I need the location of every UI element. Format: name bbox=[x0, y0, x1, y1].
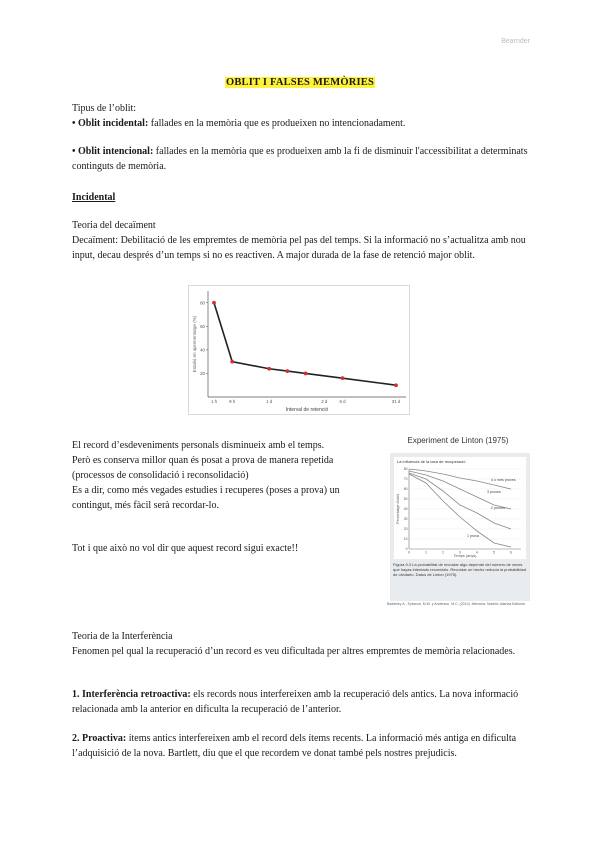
linton-x-label: Temps (anys) bbox=[453, 554, 477, 558]
linton-legend-0: 4 o més proves bbox=[491, 478, 516, 482]
interference-title: Teoria de la Interferència bbox=[72, 631, 173, 642]
linton-x-tick-2: 2 bbox=[442, 550, 444, 555]
linton-source-box bbox=[387, 602, 531, 616]
forgetting-curve-chart bbox=[188, 285, 410, 415]
linton-chart-header: La influència de la taxa de recuperació bbox=[397, 459, 466, 464]
linton-caption: Figura 9.3 La probabilitat de recordar algo depende del número de veces que hayas intentado recordarlo. Recordar un hecho reducía la probabilidad de olvidarlo. Datos de Linton (1975). bbox=[393, 562, 526, 577]
linton-legend-1: 3 proves bbox=[487, 490, 501, 494]
title-text: OBLIT I FALSES MEMÒRIES bbox=[225, 77, 375, 88]
linton-y-tick-3: 30 bbox=[403, 517, 408, 522]
proactive-term: 2. Proactiva: bbox=[72, 733, 127, 744]
proactive-paragraph bbox=[72, 731, 532, 761]
bullet-intentional bbox=[72, 144, 532, 174]
record-p4: Tot i que això no vol dir que aquest record sigui exacte!! bbox=[72, 543, 299, 554]
linton-fig-title: Experiment de Linton (1975) bbox=[407, 436, 509, 445]
linton-source: Baddeley A., Eysenck, M.W. y Anderson, M.C. (2010). Memoria. Madrid: Alianza Editorial. bbox=[387, 602, 526, 606]
y-tick-label-2: 60 bbox=[200, 323, 205, 329]
linton-x-tick-1: 1 bbox=[425, 550, 427, 555]
linton-figure bbox=[383, 431, 533, 616]
linton-y-label: Percentatge d'oblit bbox=[396, 494, 400, 524]
linton-y-tick-4: 40 bbox=[403, 507, 408, 512]
linton-caption-box bbox=[393, 562, 527, 600]
linton-y-tick-1: 10 bbox=[403, 537, 408, 542]
page-title bbox=[0, 72, 600, 90]
linton-x-tick-6: 6 bbox=[510, 550, 512, 555]
y-tick-label-0: 20 bbox=[200, 370, 205, 376]
x-tick-label-0: 1 h bbox=[210, 399, 218, 404]
section-heading-incidental bbox=[72, 190, 115, 205]
bullet-incidental-text: fallades en la memòria que es produeixen no intencionadament. bbox=[148, 118, 406, 129]
data-point-0 bbox=[212, 301, 216, 305]
bullet-incidental-term: • Oblit incidental: bbox=[72, 118, 149, 129]
linton-legend-3: 1 prova bbox=[467, 534, 479, 538]
linton-x-tick-0: 0 bbox=[408, 550, 410, 555]
linton-y-tick-6: 60 bbox=[403, 487, 408, 492]
y-axis-label: Estalvi en aprenentatge (%) bbox=[192, 315, 197, 373]
data-point-6 bbox=[394, 383, 398, 387]
decay-text: Decaïment: Debilitació de les empremtes de memòria pel pas del temps. Si la informació no s’actualitza amb nou input, decau després d’un temps si no es reactiven. A major durada de la fase de retenció major oblit. bbox=[72, 235, 526, 261]
data-point-4 bbox=[304, 372, 308, 376]
x-tick-label-1: 9 h bbox=[229, 399, 236, 404]
y-tick-label-3: 80 bbox=[200, 300, 205, 306]
linton-y-tick-0: 0 bbox=[405, 547, 408, 552]
proactive-text: ítems antics interfereixen amb el record dels ítems recents. La informació més antiga en dificulta l’adquisició de la nova. Bartlett, diu que el que recordem ve donat també pels nostres prejudicis. bbox=[72, 733, 517, 759]
retroactive-term: 1. Interferència retroactiva: bbox=[72, 689, 191, 700]
data-point-3 bbox=[285, 369, 289, 373]
x-tick-label-4: 6 d bbox=[339, 399, 346, 404]
intro-heading: Tipus de l’oblit: bbox=[72, 103, 137, 114]
linton-y-tick-7: 70 bbox=[403, 477, 408, 482]
linton-y-tick-2: 20 bbox=[403, 527, 408, 532]
linton-y-tick-5: 50 bbox=[403, 497, 408, 502]
x-axis-label: Interval de retenció bbox=[285, 407, 329, 413]
x-tick-label-5: 31 d bbox=[391, 399, 401, 404]
interference-desc: Fenomen pel qual la recuperació d’un record es veu dificultada per altres empremtes de memòria relacionades. bbox=[72, 646, 516, 657]
x-tick-label-2: 1 d bbox=[266, 399, 273, 404]
linton-x-tick-4: 4 bbox=[476, 550, 478, 555]
bullet-intentional-term: • Oblit intencional: bbox=[72, 146, 154, 157]
decay-title: Teoria del decaïment bbox=[72, 220, 156, 231]
data-point-1 bbox=[230, 360, 234, 364]
linton-x-tick-5: 5 bbox=[493, 550, 495, 555]
linton-x-tick-3: 3 bbox=[459, 550, 461, 555]
record-p3: Es a dir, como més vegades estudies i recuperes (poses a prova) un contingut, més fàcil serà recordar-lo. bbox=[72, 485, 340, 511]
watermark: Bearnder bbox=[501, 38, 530, 45]
linton-y-tick-8: 80 bbox=[403, 467, 408, 472]
linton-legend-2: 2 proves bbox=[491, 506, 505, 510]
data-point-2 bbox=[267, 367, 271, 371]
record-p1: El record d’esdeveniments personals disminueix amb el temps. bbox=[72, 440, 325, 451]
y-tick-label-1: 40 bbox=[200, 347, 205, 353]
retroactive-paragraph bbox=[72, 687, 532, 717]
retroactive-text: els records nous interfereixen amb la recuperació dels antics. La nova informació relacionada amb la anterior en dificulta la recuperació de l’anterior. bbox=[72, 689, 519, 715]
bullet-incidental bbox=[72, 116, 532, 131]
data-point-5 bbox=[341, 376, 345, 380]
chart-frame bbox=[189, 286, 410, 415]
x-tick-label-3: 2 d bbox=[321, 399, 328, 404]
incidental-heading: Incidental bbox=[72, 192, 116, 203]
bullet-intentional-text: fallades en la memòria que es produeixen amb la fi de disminuir l'accessibilitat a determinats continguts de memòria. bbox=[72, 146, 528, 172]
record-p2: Però es conserva millor quan és posat a prova de manera repetida (processos de consolidació i reconsolidació) bbox=[72, 455, 334, 481]
